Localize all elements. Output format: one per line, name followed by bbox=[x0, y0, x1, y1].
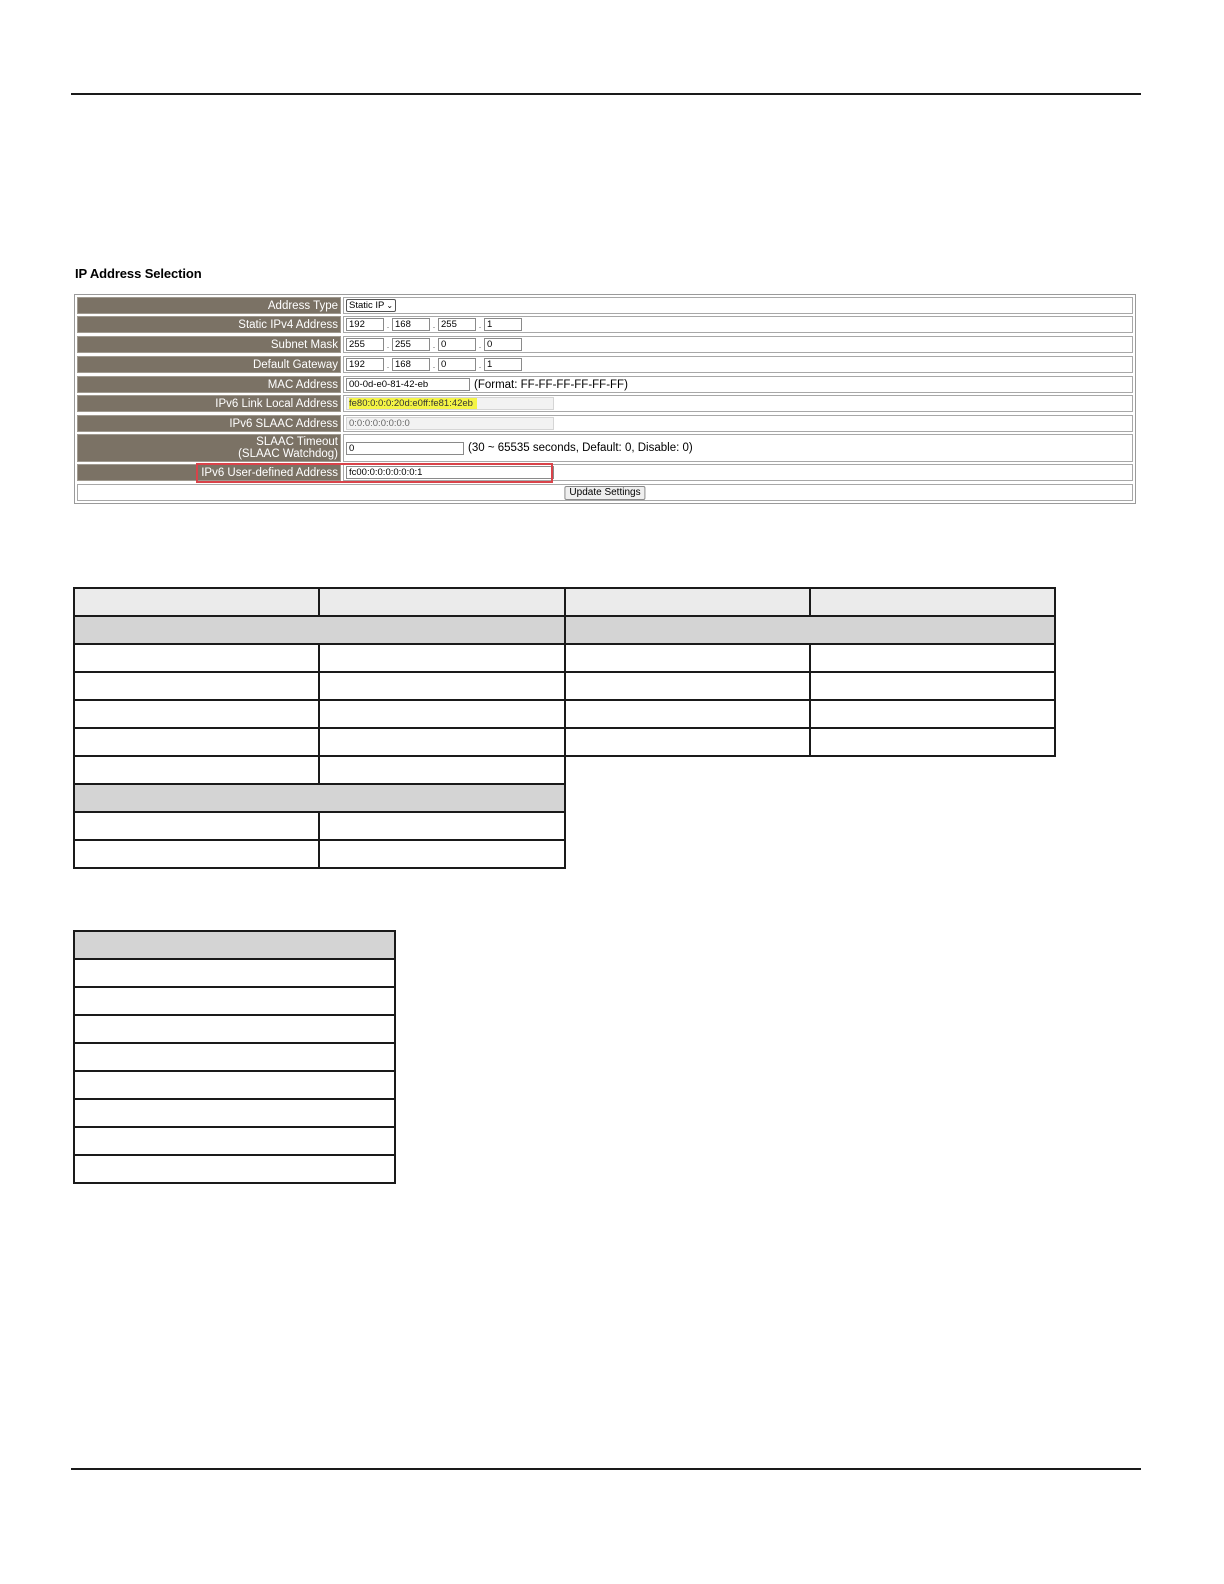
table-row bbox=[74, 728, 1055, 756]
header-rule bbox=[71, 93, 1141, 95]
update-settings-button[interactable]: Update Settings bbox=[564, 486, 645, 500]
subnet-mask-label: Subnet Mask bbox=[77, 336, 341, 353]
ipv6-link-local-value: fe80:0:0:0:20d:e0ff:fe81:42eb bbox=[349, 398, 477, 409]
table-row bbox=[74, 1155, 395, 1183]
row-mac-address bbox=[77, 376, 1133, 393]
ipv6-user-defined-callout bbox=[196, 463, 553, 483]
subnet-mask-octet-4[interactable]: 0 bbox=[484, 338, 522, 351]
table-row bbox=[74, 931, 395, 959]
table-row bbox=[74, 1071, 395, 1099]
address-type-label: Address Type bbox=[77, 297, 341, 314]
ipv6-user-defined-label: IPv6 User-defined Address bbox=[77, 464, 341, 481]
mac-address-label: MAC Address bbox=[77, 376, 341, 393]
row-default-gateway: Default Gateway 192 . 168 . 0 . 1 bbox=[77, 356, 1133, 373]
table-row bbox=[74, 1015, 395, 1043]
row-ipv6-slaac bbox=[77, 415, 1133, 432]
row-ipv6-link-local bbox=[77, 395, 1133, 412]
list-table bbox=[73, 930, 396, 1184]
chevron-down-icon: ⌄ bbox=[386, 300, 394, 310]
default-gateway-label: Default Gateway bbox=[77, 356, 341, 373]
row-update bbox=[77, 484, 1133, 501]
subnet-mask-octet-2[interactable]: 255 bbox=[392, 338, 430, 351]
subnet-mask-octet-3[interactable]: 0 bbox=[438, 338, 476, 351]
ip-settings-panel bbox=[74, 294, 1136, 504]
slaac-timeout-note: (30 ~ 65535 seconds, Default: 0, Disable: 0) bbox=[468, 442, 693, 454]
ipv6-slaac-field: 0:0:0:0:0:0:0:0 bbox=[346, 417, 554, 430]
default-gateway-octet-4[interactable]: 1 bbox=[484, 358, 522, 371]
static-ipv4-octet-1[interactable]: 192 bbox=[346, 318, 384, 331]
row-static-ipv4: Static IPv4 Address 192 . 168 . 255 . 1 bbox=[77, 316, 1133, 333]
footer-rule bbox=[71, 1468, 1141, 1470]
static-ipv4-octet-3[interactable]: 255 bbox=[438, 318, 476, 331]
subnet-mask-octet-1[interactable]: 255 bbox=[346, 338, 384, 351]
ipv6-link-local-field bbox=[346, 397, 554, 410]
table-row bbox=[74, 644, 1055, 672]
table-row bbox=[74, 756, 1055, 784]
row-subnet-mask: Subnet Mask 255 . 255 . 0 . 0 bbox=[77, 336, 1133, 353]
table-row bbox=[74, 784, 1055, 812]
table-row bbox=[74, 588, 1055, 616]
table-row bbox=[74, 700, 1055, 728]
mac-format-note: (Format: FF-FF-FF-FF-FF-FF) bbox=[474, 378, 628, 391]
table-row bbox=[74, 987, 395, 1015]
ipv6-slaac-label: IPv6 SLAAC Address bbox=[77, 415, 341, 432]
ipv6-link-local-label: IPv6 Link Local Address bbox=[77, 395, 341, 412]
table-row bbox=[74, 812, 1055, 840]
default-gateway-octet-2[interactable]: 168 bbox=[392, 358, 430, 371]
address-type-value: Static IP bbox=[349, 300, 385, 311]
row-address-type bbox=[77, 297, 1133, 314]
section-title: IP Address Selection bbox=[75, 266, 202, 281]
static-ipv4-label: Static IPv4 Address bbox=[77, 316, 341, 333]
mac-address-input[interactable]: 00-0d-e0-81-42-eb bbox=[346, 378, 470, 391]
static-ipv4-octet-2[interactable]: 168 bbox=[392, 318, 430, 331]
default-gateway-octet-1[interactable]: 192 bbox=[346, 358, 384, 371]
slaac-timeout-input[interactable]: 0 bbox=[346, 442, 464, 455]
table-row bbox=[74, 840, 1055, 868]
row-slaac-timeout bbox=[77, 434, 1133, 462]
static-ipv4-octet-4[interactable]: 1 bbox=[484, 318, 522, 331]
slaac-timeout-label: SLAAC Timeout (SLAAC Watchdog) bbox=[77, 434, 341, 462]
default-gateway-octet-3[interactable]: 0 bbox=[438, 358, 476, 371]
table-row bbox=[74, 1127, 395, 1155]
address-type-select[interactable] bbox=[346, 299, 396, 312]
table-row bbox=[74, 1043, 395, 1071]
settings-table bbox=[73, 587, 1056, 869]
table-row bbox=[74, 1099, 395, 1127]
table-row bbox=[74, 959, 395, 987]
table-row bbox=[74, 616, 1055, 644]
ipv6-user-defined-input[interactable]: fc00:0:0:0:0:0:0:1 bbox=[346, 466, 554, 479]
table-row bbox=[74, 672, 1055, 700]
